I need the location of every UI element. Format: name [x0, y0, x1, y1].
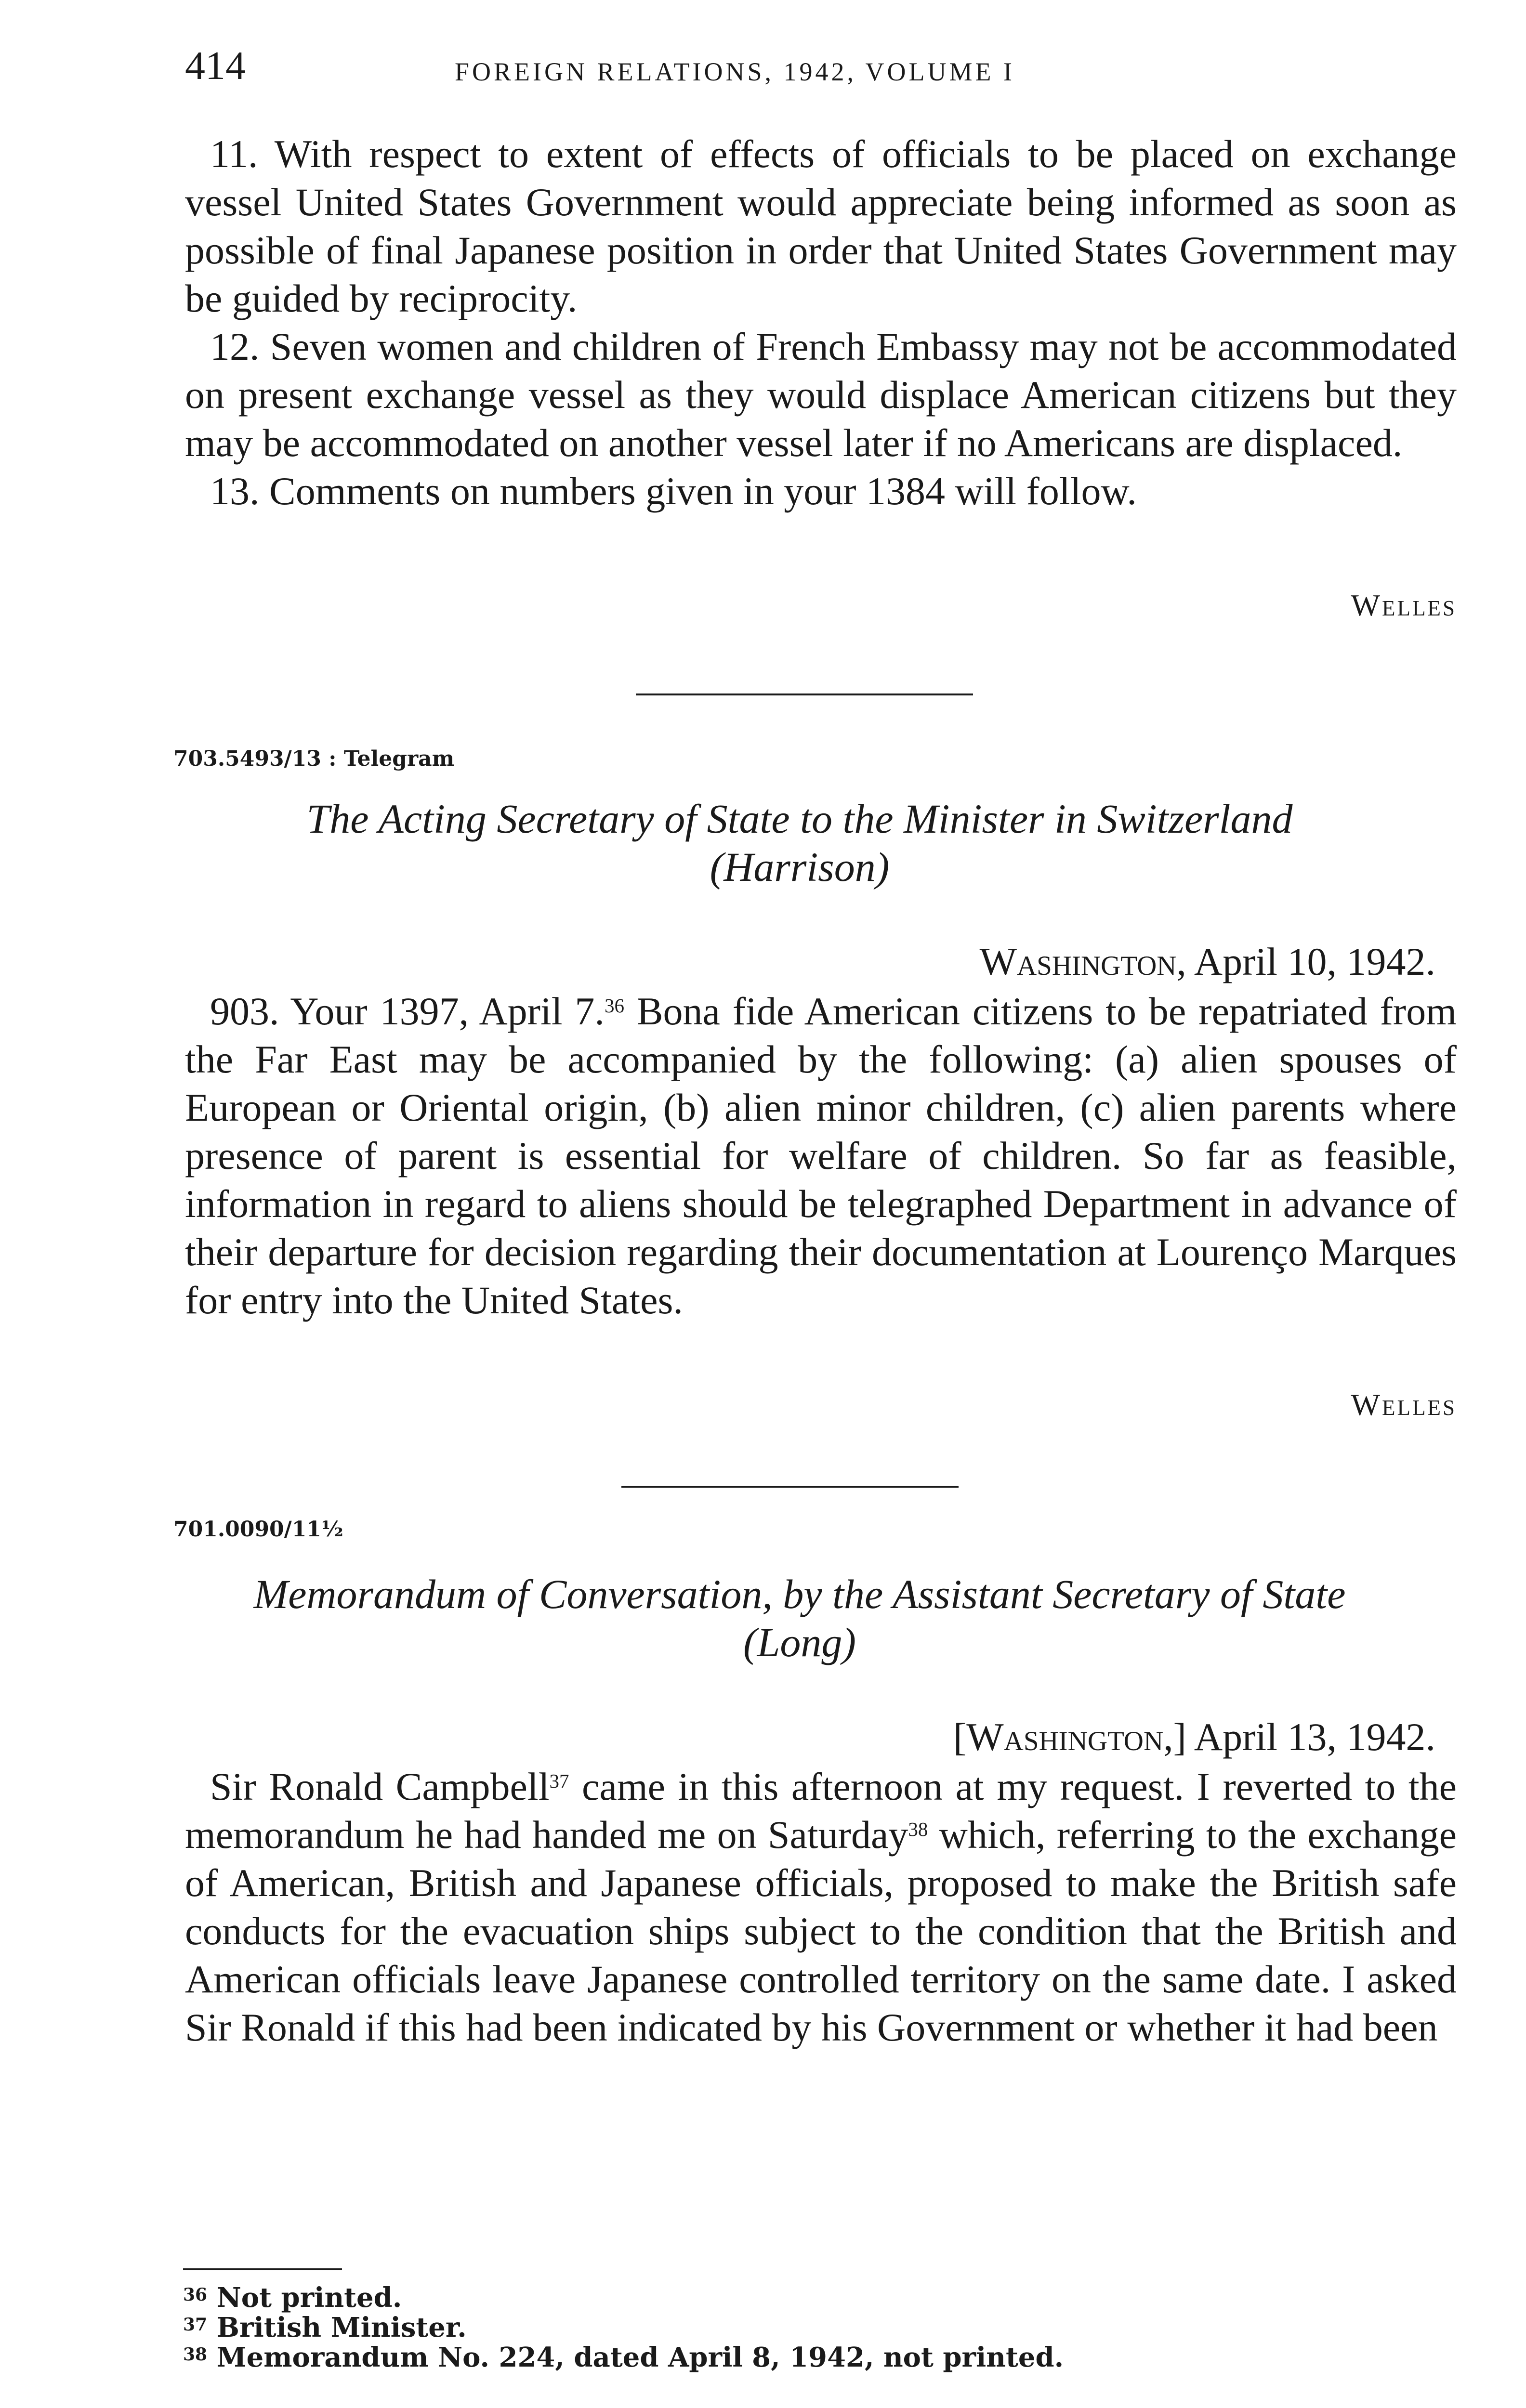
dateline-memorandum — [164, 1714, 1435, 1760]
title-line-2: (Long) — [743, 1619, 856, 1665]
footnote-ref-36: 36 — [604, 995, 624, 1017]
page-number: 414 — [185, 43, 246, 88]
dateline-date: April 10, 1942. — [1194, 940, 1435, 983]
dateline-telegram — [164, 939, 1435, 984]
title-line-1: Memorandum of Conversation, by the Assistant Secretary of State — [253, 1571, 1346, 1617]
para-903-rest: Bona fide American citizens to be repatriated from the Far East may be accompanied by the following: (a) alien spouses of European or Oriental origin, (b) alien minor children, (c) alien parents where presence of parent is essential for welfare of children. So far as feasible, information in regard to aliens should be telegraphed Department in advance of their departure for decision regarding their documentation at Lourenço Marques for entry into the United States. — [185, 989, 1457, 1322]
footnote-ref-37: 37 — [549, 1770, 569, 1792]
paragraph-903 — [185, 987, 1457, 1324]
signature-welles-1: Welles — [1351, 588, 1457, 622]
footnote-38 — [183, 2343, 1064, 2372]
paragraph-12: 12. Seven women and children of French Embassy may not be accommodated on present exchange vessel as they would displace American citizens but they may be accommodated on another vessel later if no Americans are displaced. — [185, 325, 1457, 465]
section-divider-2 — [621, 1486, 959, 1488]
section-divider-1 — [636, 694, 973, 695]
footnote-number: 37 — [183, 2315, 208, 2335]
document-title-telegram — [164, 795, 1435, 891]
running-title: FOREIGN RELATIONS, 1942, VOLUME I — [455, 57, 1015, 86]
file-number-701: 701.0090/11½ — [173, 1517, 343, 1542]
footnote-37 — [183, 2313, 1064, 2343]
paragraph-13: 13. Comments on numbers given in your 1384 will follow. — [210, 469, 1137, 513]
para-903-start: 903. Your 1397, April 7. — [210, 989, 605, 1033]
memorandum-paragraph — [185, 1763, 1457, 2052]
title-line-1: The Acting Secretary of State to the Minister in Switzerland — [306, 796, 1293, 842]
footnote-36 — [183, 2283, 1064, 2313]
memo-text-a: Sir Ronald Campbell — [210, 1765, 550, 1808]
document-title-memorandum — [164, 1570, 1435, 1666]
footnote-number: 38 — [183, 2344, 208, 2365]
title-line-2: (Harrison) — [710, 844, 890, 890]
dateline-date: April 13, 1942. — [1194, 1715, 1435, 1759]
footnote-text: Not printed. — [216, 2282, 402, 2314]
telegram-text — [185, 987, 1457, 1324]
paragraph-11: 11. With respect to extent of effects of officials to be placed on exchange vessel United States Government would appreciate being informed as soon as possible of final Japanese position in order that United States Government may be guided by reciprocity. — [185, 132, 1457, 320]
dateline-place: [Washington,] — [953, 1715, 1186, 1759]
signature-welles-2: Welles — [1351, 1387, 1457, 1422]
file-number-703: 703.5493/13 : Telegram — [173, 746, 455, 771]
footnote-text: British Minister. — [216, 2312, 467, 2343]
memo-text-c: which, referring to the exchange of American, British and Japanese officials, proposed to make the British safe conducts for the evacuation ships subject to the condition that the British and American officials leave Japanese controlled territory on the same date. I asked Sir Ronald if this had been indicated by his Government or whether it had been — [185, 1813, 1457, 2049]
memorandum-text — [185, 1763, 1457, 2052]
page-header — [185, 42, 1457, 95]
memo-text-b: came in this afternoon at my request. I reverted to the memorandum he had handed me on Saturday — [185, 1765, 1457, 1857]
footnotes — [183, 2283, 1064, 2372]
footnote-text: Memorandum No. 224, dated April 8, 1942, not printed. — [216, 2342, 1064, 2373]
footnote-rule — [183, 2268, 342, 2270]
footnote-number: 36 — [183, 2285, 208, 2305]
dateline-place: Washington, — [979, 940, 1186, 983]
section-1-text — [185, 130, 1457, 515]
footnote-ref-38: 38 — [908, 1818, 928, 1840]
